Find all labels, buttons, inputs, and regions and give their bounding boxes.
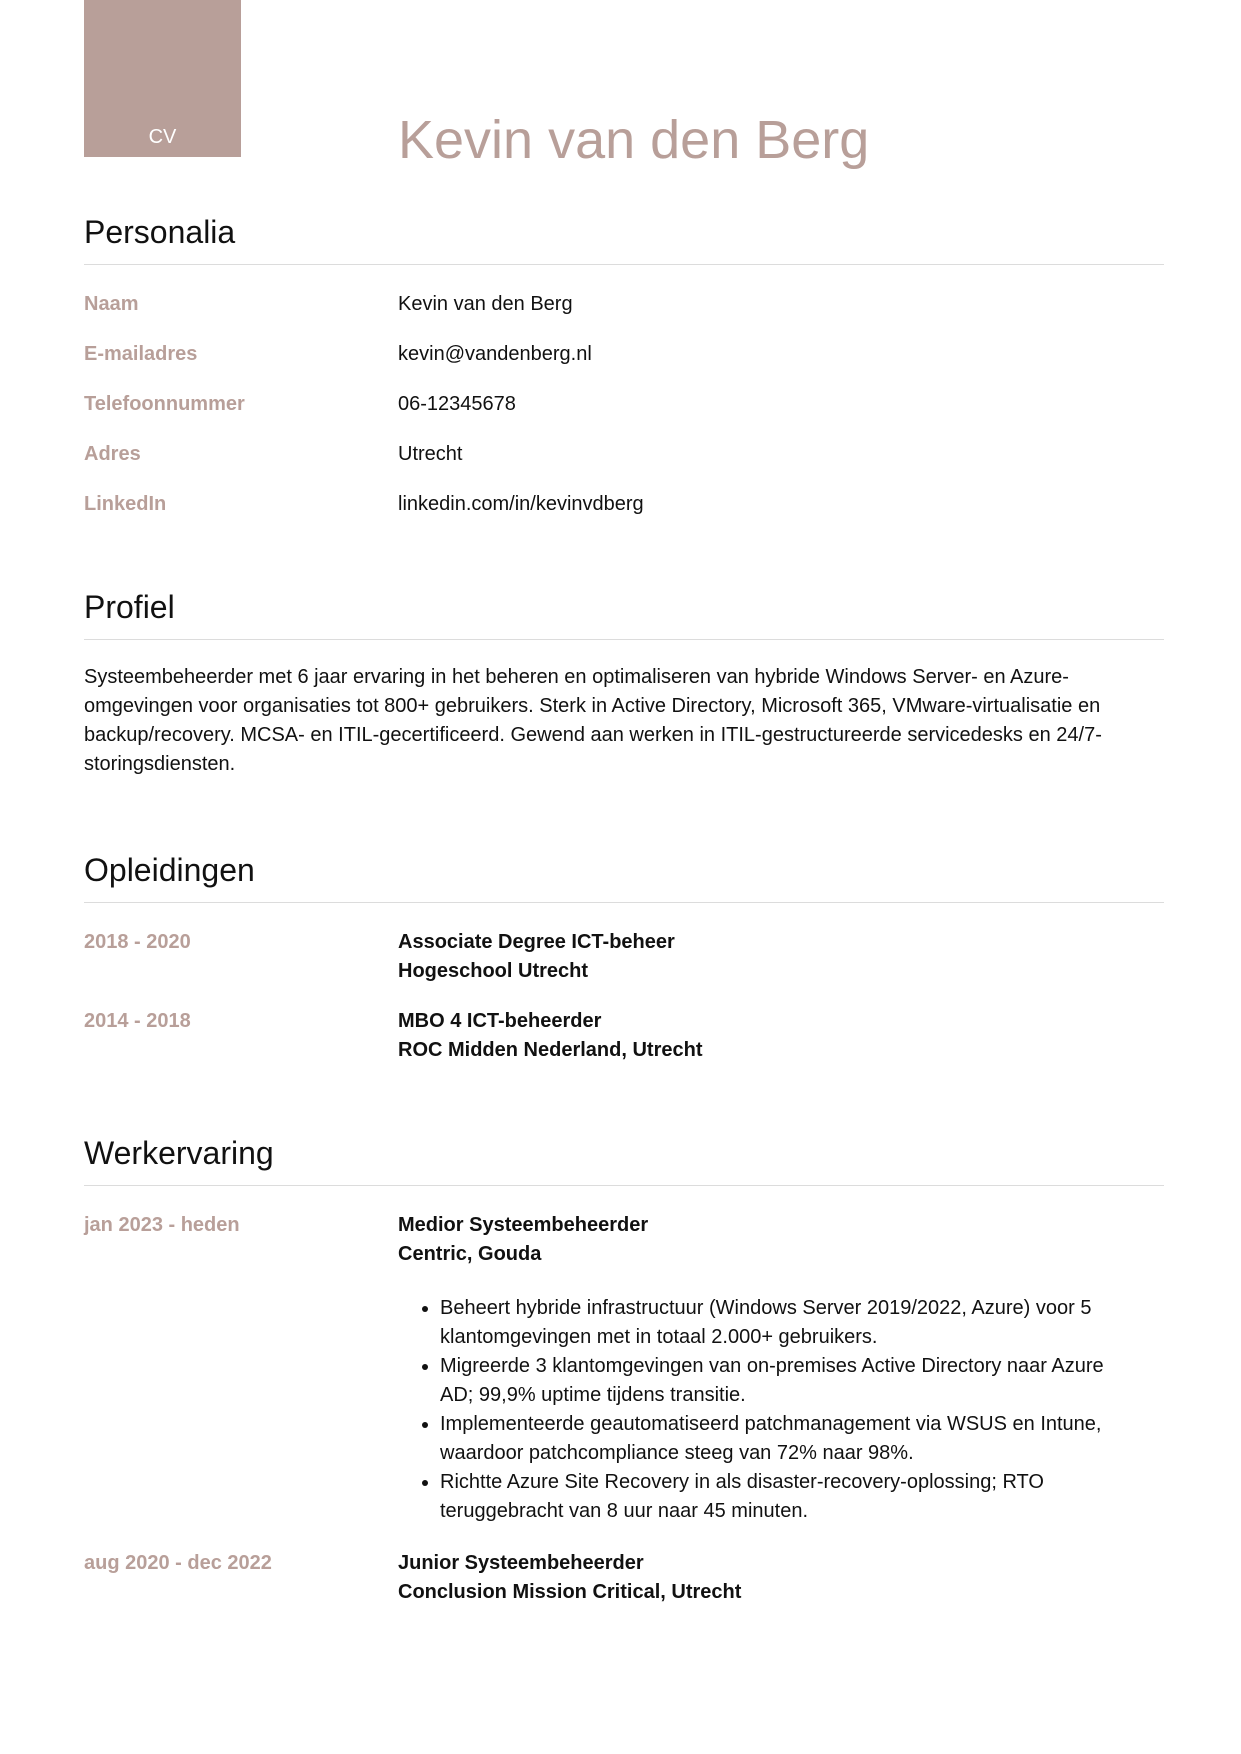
personalia-value: linkedin.com/in/kevinvdberg — [398, 493, 644, 515]
section-personalia — [84, 212, 1164, 515]
work-bullet: • Migreerde 3 klantomgevingen van on-premises Active Directory naar Azure AD; 99,9% uptime tijdens transitie. — [440, 1352, 1138, 1410]
section-profiel — [84, 587, 1164, 779]
section-heading-profiel: Profiel — [84, 587, 1164, 640]
personalia-label: LinkedIn — [84, 493, 167, 515]
personalia-list — [84, 265, 1164, 515]
work-title: Junior Systeembeheerder — [398, 1552, 644, 1574]
work-list — [84, 1186, 1164, 1636]
section-heading-werkervaring: Werkervaring — [84, 1133, 1164, 1186]
personalia-value: 06-12345678 — [398, 393, 516, 415]
personalia-value: Kevin van den Berg — [398, 293, 573, 315]
section-werkervaring — [84, 1133, 1164, 1636]
personalia-label: Adres — [84, 443, 141, 465]
personalia-label: Telefoonnummer — [84, 393, 245, 415]
work-bullet: • Beheert hybride infrastructuur (Windows Server 2019/2022, Azure) voor 5 klantomgevingen met in totaal 2.000+ gebruikers. — [440, 1294, 1138, 1352]
personalia-value: Utrecht — [398, 443, 463, 465]
section-heading-opleidingen: Opleidingen — [84, 850, 1164, 903]
work-period: aug 2020 - dec 2022 — [84, 1552, 272, 1574]
section-opleidingen — [84, 850, 1164, 1073]
work-bullet: • Richtte Azure Site Recovery in als disaster-recovery-oplossing; RTO teruggebracht van 8 uur naar 45 minuten. — [440, 1468, 1138, 1526]
cv-badge — [84, 0, 241, 157]
education-period: 2018 - 2020 — [84, 931, 191, 953]
work-bullets — [398, 1294, 1138, 1526]
education-institution: ROC Midden Nederland, Utrecht — [398, 1039, 703, 1061]
work-period: jan 2023 - heden — [84, 1214, 240, 1236]
work-bullet: • Implementeerde geautomatiseerd patchmanagement via WSUS en Intune, waardoor patchcompliance steeg van 72% naar 98%. — [440, 1410, 1138, 1468]
work-employer: Conclusion Mission Critical, Utrecht — [398, 1581, 742, 1603]
personalia-label: Naam — [84, 293, 139, 315]
section-heading-personalia: Personalia — [84, 212, 1164, 265]
work-title: Medior Systeembeheerder — [398, 1214, 649, 1236]
work-employer: Centric, Gouda — [398, 1243, 542, 1265]
page-title: Kevin van den Berg — [398, 110, 870, 170]
education-title: Associate Degree ICT-beheer — [398, 931, 675, 953]
education-period: 2014 - 2018 — [84, 1010, 191, 1032]
personalia-value: kevin@vandenberg.nl — [398, 343, 592, 365]
profile-summary: Systeembeheerder met 6 jaar ervaring in het beheren en optimaliseren van hybride Windows Server- en Azure-omgevingen voor organisaties tot 800+ gebruikers. Sterk in Active Directory, Microsoft 365, VMware-virtualisatie en backup/recovery. MCSA- en ITIL-gecertificeerd. Gewend aan werken in ITIL-gestructureerde servicedesks en 24/7-storingsdiensten. — [84, 666, 1102, 775]
education-title: MBO 4 ICT-beheerder — [398, 1010, 602, 1032]
education-institution: Hogeschool Utrecht — [398, 960, 589, 982]
education-list — [84, 903, 1164, 1073]
personalia-label: E-mailadres — [84, 343, 198, 365]
cv-badge-label: CV — [148, 126, 177, 148]
